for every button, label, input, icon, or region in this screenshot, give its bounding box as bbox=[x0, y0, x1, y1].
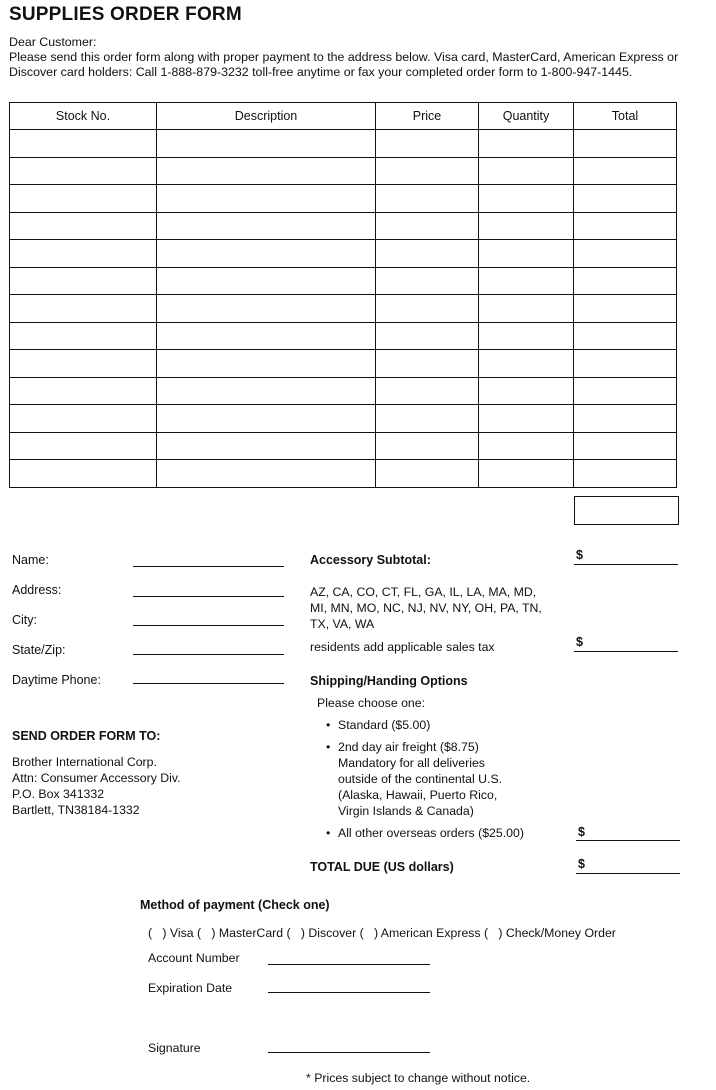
intro-line-1: Please send this order form along with proper payment to the address below. Visa card, MasterCard, American Express or bbox=[9, 50, 679, 64]
state-zip-label: State/Zip: bbox=[12, 643, 66, 657]
city-field[interactable] bbox=[133, 625, 284, 626]
tax-currency: $ bbox=[576, 635, 583, 649]
order-cell-price[interactable] bbox=[376, 157, 479, 185]
order-cell-description[interactable] bbox=[157, 460, 376, 488]
order-cell-stock-no[interactable] bbox=[10, 212, 157, 240]
order-cell-quantity[interactable] bbox=[479, 460, 574, 488]
account-number-field[interactable] bbox=[268, 964, 430, 965]
order-cell-price[interactable] bbox=[376, 267, 479, 295]
tax-states-line-3: TX, VA, WA bbox=[310, 617, 375, 631]
order-cell-description[interactable] bbox=[157, 212, 376, 240]
order-cell-description[interactable] bbox=[157, 377, 376, 405]
order-total-cell[interactable] bbox=[574, 496, 679, 525]
order-cell-quantity[interactable] bbox=[479, 432, 574, 460]
order-cell-total[interactable] bbox=[574, 157, 677, 185]
order-cell-description[interactable] bbox=[157, 295, 376, 323]
order-cell-description[interactable] bbox=[157, 350, 376, 378]
order-cell-price[interactable] bbox=[376, 405, 479, 433]
shipping-option-standard[interactable]: • Standard ($5.00) bbox=[338, 718, 430, 732]
shipping-heading: Shipping/Handing Options bbox=[310, 674, 468, 688]
subtotal-currency: $ bbox=[576, 548, 583, 562]
order-cell-total[interactable] bbox=[574, 432, 677, 460]
order-cell-total[interactable] bbox=[574, 212, 677, 240]
order-row bbox=[10, 185, 677, 213]
order-row bbox=[10, 322, 677, 350]
order-cell-total[interactable] bbox=[574, 405, 677, 433]
order-cell-price[interactable] bbox=[376, 460, 479, 488]
order-row bbox=[10, 405, 677, 433]
send-to-line-1: Brother International Corp. bbox=[12, 755, 157, 769]
address-label: Address: bbox=[12, 583, 62, 597]
order-row bbox=[10, 377, 677, 405]
order-cell-stock-no[interactable] bbox=[10, 295, 157, 323]
shipping-2day-note-1: Mandatory for all deliveries bbox=[338, 756, 485, 770]
payment-option-check[interactable]: ) Check/Money Order bbox=[498, 926, 616, 940]
shipping-option-overseas[interactable]: • All other overseas orders ($25.00) bbox=[338, 826, 524, 840]
order-cell-quantity[interactable] bbox=[479, 240, 574, 268]
order-row bbox=[10, 240, 677, 268]
shipping-currency: $ bbox=[578, 825, 585, 839]
order-cell-total[interactable] bbox=[574, 267, 677, 295]
form-title: SUPPLIES ORDER FORM bbox=[9, 4, 242, 25]
phone-label: Daytime Phone: bbox=[12, 673, 101, 687]
order-cell-description[interactable] bbox=[157, 405, 376, 433]
state-zip-field[interactable] bbox=[133, 654, 284, 655]
order-row bbox=[10, 212, 677, 240]
order-row bbox=[10, 157, 677, 185]
order-cell-stock-no[interactable] bbox=[10, 157, 157, 185]
order-row bbox=[10, 432, 677, 460]
shipping-2day-note-3: (Alaska, Hawaii, Puerto Rico, bbox=[338, 788, 498, 802]
tax-label: residents add applicable sales tax bbox=[310, 640, 495, 654]
order-cell-description[interactable] bbox=[157, 267, 376, 295]
order-cell-quantity[interactable] bbox=[479, 350, 574, 378]
send-to-heading: SEND ORDER FORM TO: bbox=[12, 729, 161, 743]
subtotal-field[interactable] bbox=[574, 564, 678, 565]
signature-field[interactable] bbox=[268, 1052, 430, 1053]
order-row bbox=[10, 130, 677, 158]
order-cell-price[interactable] bbox=[376, 240, 479, 268]
name-field[interactable] bbox=[133, 566, 284, 567]
order-cell-quantity[interactable] bbox=[479, 295, 574, 323]
order-cell-quantity[interactable] bbox=[479, 185, 574, 213]
tax-states-line-1: AZ, CA, CO, CT, FL, GA, IL, LA, MA, MD, bbox=[310, 585, 537, 599]
payment-option-visa[interactable]: ) Visa ( bbox=[162, 926, 202, 940]
city-label: City: bbox=[12, 613, 37, 627]
greeting: Dear Customer: bbox=[9, 35, 97, 49]
order-row bbox=[10, 350, 677, 378]
total-due-label: TOTAL DUE (US dollars) bbox=[310, 860, 454, 874]
order-cell-description[interactable] bbox=[157, 130, 376, 158]
intro-text bbox=[9, 35, 714, 80]
account-number-label: Account Number bbox=[148, 951, 240, 965]
order-row bbox=[10, 267, 677, 295]
order-cell-stock-no[interactable] bbox=[10, 350, 157, 378]
shipping-field[interactable] bbox=[576, 840, 680, 841]
header-total: Total bbox=[574, 103, 677, 130]
shipping-option-2day[interactable]: • 2nd day air freight ($8.75) bbox=[338, 740, 479, 754]
send-to-line-3: P.O. Box 341332 bbox=[12, 787, 105, 801]
expiration-date-label: Expiration Date bbox=[148, 981, 233, 995]
phone-field[interactable] bbox=[133, 683, 284, 684]
order-cell-stock-no[interactable] bbox=[10, 130, 157, 158]
order-cell-description[interactable] bbox=[157, 322, 376, 350]
order-cell-price[interactable] bbox=[376, 322, 479, 350]
shipping-2day-note-4: Virgin Islands & Canada) bbox=[338, 804, 474, 818]
order-cell-price[interactable] bbox=[376, 432, 479, 460]
header-description: Description bbox=[157, 103, 376, 130]
order-cell-total[interactable] bbox=[574, 377, 677, 405]
order-cell-description[interactable] bbox=[157, 240, 376, 268]
order-cell-price[interactable] bbox=[376, 377, 479, 405]
order-cell-stock-no[interactable] bbox=[10, 240, 157, 268]
shipping-choose: Please choose one: bbox=[317, 696, 426, 710]
order-cell-total[interactable] bbox=[574, 185, 677, 213]
order-cell-stock-no[interactable] bbox=[10, 405, 157, 433]
order-cell-quantity[interactable] bbox=[479, 267, 574, 295]
order-cell-price[interactable] bbox=[376, 212, 479, 240]
subtotal-label: Accessory Subtotal: bbox=[310, 553, 431, 567]
total-due-field[interactable] bbox=[576, 873, 680, 874]
tax-states-line-2: MI, MN, MO, NC, NJ, NV, NY, OH, PA, TN, bbox=[310, 601, 542, 615]
name-label: Name: bbox=[12, 553, 49, 567]
order-cell-description[interactable] bbox=[157, 432, 376, 460]
order-cell-total[interactable] bbox=[574, 460, 677, 488]
order-cell-total[interactable] bbox=[574, 295, 677, 323]
order-cell-quantity[interactable] bbox=[479, 157, 574, 185]
order-cell-stock-no[interactable] bbox=[10, 377, 157, 405]
order-cell-quantity[interactable] bbox=[479, 405, 574, 433]
order-cell-price[interactable] bbox=[376, 185, 479, 213]
order-cell-description[interactable] bbox=[157, 185, 376, 213]
order-table bbox=[9, 102, 677, 488]
order-cell-quantity[interactable] bbox=[479, 377, 574, 405]
price-notice: * Prices subject to change without notice. bbox=[306, 1071, 531, 1085]
order-cell-price[interactable] bbox=[376, 350, 479, 378]
send-to-line-4: Bartlett, TN38184-1332 bbox=[12, 803, 140, 817]
order-table-body bbox=[10, 130, 677, 488]
header-stock-no: Stock No. bbox=[10, 103, 157, 130]
shipping-2day-note-2: outside of the continental U.S. bbox=[338, 772, 503, 786]
order-cell-stock-no[interactable] bbox=[10, 267, 157, 295]
signature-label: Signature bbox=[148, 1041, 201, 1055]
payment-option-discover[interactable]: ) Discover ( bbox=[300, 926, 364, 940]
order-cell-price[interactable] bbox=[376, 295, 479, 323]
header-quantity: Quantity bbox=[479, 103, 574, 130]
order-cell-quantity[interactable] bbox=[479, 212, 574, 240]
order-cell-stock-no[interactable] bbox=[10, 432, 157, 460]
order-table-header bbox=[10, 103, 677, 130]
order-row bbox=[10, 460, 677, 488]
payment-heading: Method of payment (Check one) bbox=[140, 898, 330, 912]
order-cell-stock-no[interactable] bbox=[10, 322, 157, 350]
header-price: Price bbox=[376, 103, 479, 130]
expiration-date-field[interactable] bbox=[268, 992, 430, 993]
order-cell-quantity[interactable] bbox=[479, 322, 574, 350]
address-field[interactable] bbox=[133, 596, 284, 597]
payment-option-mastercard[interactable]: ) MasterCard ( bbox=[211, 926, 291, 940]
visa-checkbox-open[interactable]: ( bbox=[148, 926, 153, 940]
order-cell-stock-no[interactable] bbox=[10, 185, 157, 213]
order-cell-stock-no[interactable] bbox=[10, 460, 157, 488]
payment-option-amex[interactable]: ) American Express ( bbox=[373, 926, 489, 940]
total-due-currency: $ bbox=[578, 857, 585, 871]
order-row bbox=[10, 295, 677, 323]
intro-line-2: Discover card holders: Call 1-888-879-3232 toll-free anytime or fax your completed order form to 1-800-947-1445. bbox=[9, 65, 633, 79]
order-cell-description[interactable] bbox=[157, 157, 376, 185]
order-cell-total[interactable] bbox=[574, 240, 677, 268]
tax-field[interactable] bbox=[574, 651, 678, 652]
order-cell-total[interactable] bbox=[574, 322, 677, 350]
order-cell-total[interactable] bbox=[574, 350, 677, 378]
payment-options bbox=[148, 926, 616, 940]
order-cell-price[interactable] bbox=[376, 130, 479, 158]
order-cell-quantity[interactable] bbox=[479, 130, 574, 158]
send-to-line-2: Attn: Consumer Accessory Div. bbox=[12, 771, 181, 785]
order-cell-total[interactable] bbox=[574, 130, 677, 158]
